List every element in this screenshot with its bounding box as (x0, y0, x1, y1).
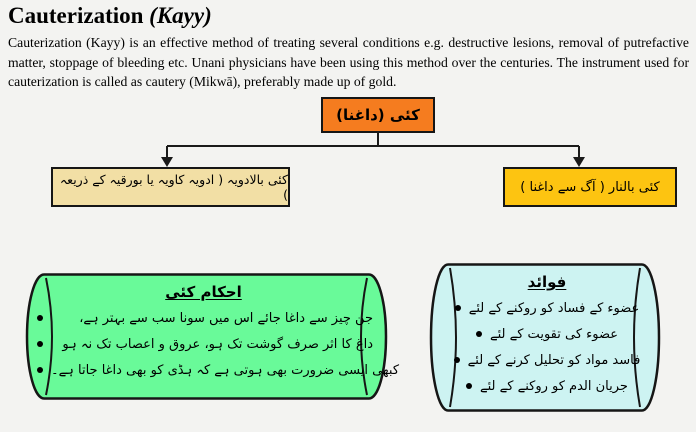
bullet-icon (37, 315, 43, 321)
list-item (34, 357, 400, 383)
rule-item-text: داغ کا اثر صرف گوشت تک ہو، عروق و اعصاب تک نہ ہو (62, 336, 373, 352)
flowchart-branch-fire (503, 167, 677, 207)
flowchart-branch-medicinal-label: کئی بالادویہ ( ادویہ کاویہ یا بورقیہ کے ذریعہ ) (59, 172, 288, 202)
bullet-icon (466, 383, 472, 389)
benefit-item-text: عضوء کی تقویت کے لئے (489, 326, 618, 342)
bullet-icon (37, 341, 43, 347)
rules-panel-content (34, 279, 400, 383)
bullet-icon (476, 331, 482, 337)
benefits-panel-content (454, 269, 640, 399)
list-item (454, 321, 640, 347)
list-item (454, 295, 640, 321)
page-title-transliteration: (Kayy) (149, 3, 212, 28)
rule-item-text: جن چیز سے داغا جائے اس میں سونا سب سے بہتر ہے، (79, 310, 373, 326)
page-title (8, 2, 212, 30)
rules-panel (24, 273, 400, 400)
arrowhead-right-icon (573, 157, 585, 167)
benefits-panel (428, 263, 662, 412)
flowchart-connector-lines (0, 131, 696, 168)
benefit-item-text: جریان الدم کو روکنے کے لئے (480, 378, 628, 394)
bullet-icon (37, 367, 43, 373)
benefit-item-text: فاسد مواد کو تحلیل کرنے کے لئے (467, 352, 641, 368)
rules-heading: احکام کئی (165, 283, 242, 301)
flowchart-root-label: کئی (داغنا) (336, 106, 420, 124)
list-item (34, 331, 373, 357)
list-item (34, 305, 373, 331)
benefit-item-text: عضوء کے فساد کو روکنے کے لئے (468, 300, 640, 316)
flowchart-root-node (321, 97, 435, 133)
flowchart-branch-medicinal (51, 167, 290, 207)
rule-item-text: کبھی ایسی ضرورت بھی ہوتی ہے کہ ہڈی کو بھی داغا جاتا ہے۔ (51, 362, 400, 378)
list-item (454, 347, 640, 373)
flowchart-branch-fire-label: کئی بالنار ( آگ سے داغنا ) (520, 179, 660, 195)
intro-paragraph: Cauterization (Kayy) is an effective method of treating several conditions e.g. destructive lesions, removal of putrefactive matter, stoppage of bleeding etc. Unani physicians have been using this method over the centuries. The instrument used for cauterization is called as cautery (Mikwā), preferably made up of gold. (8, 35, 689, 89)
list-item (454, 373, 640, 399)
page-title-main: Cauterization (8, 3, 150, 28)
arrowhead-left-icon (161, 157, 173, 167)
bullet-icon (454, 357, 460, 363)
benefits-heading: فوائد (527, 273, 567, 291)
bullet-icon (455, 305, 461, 311)
